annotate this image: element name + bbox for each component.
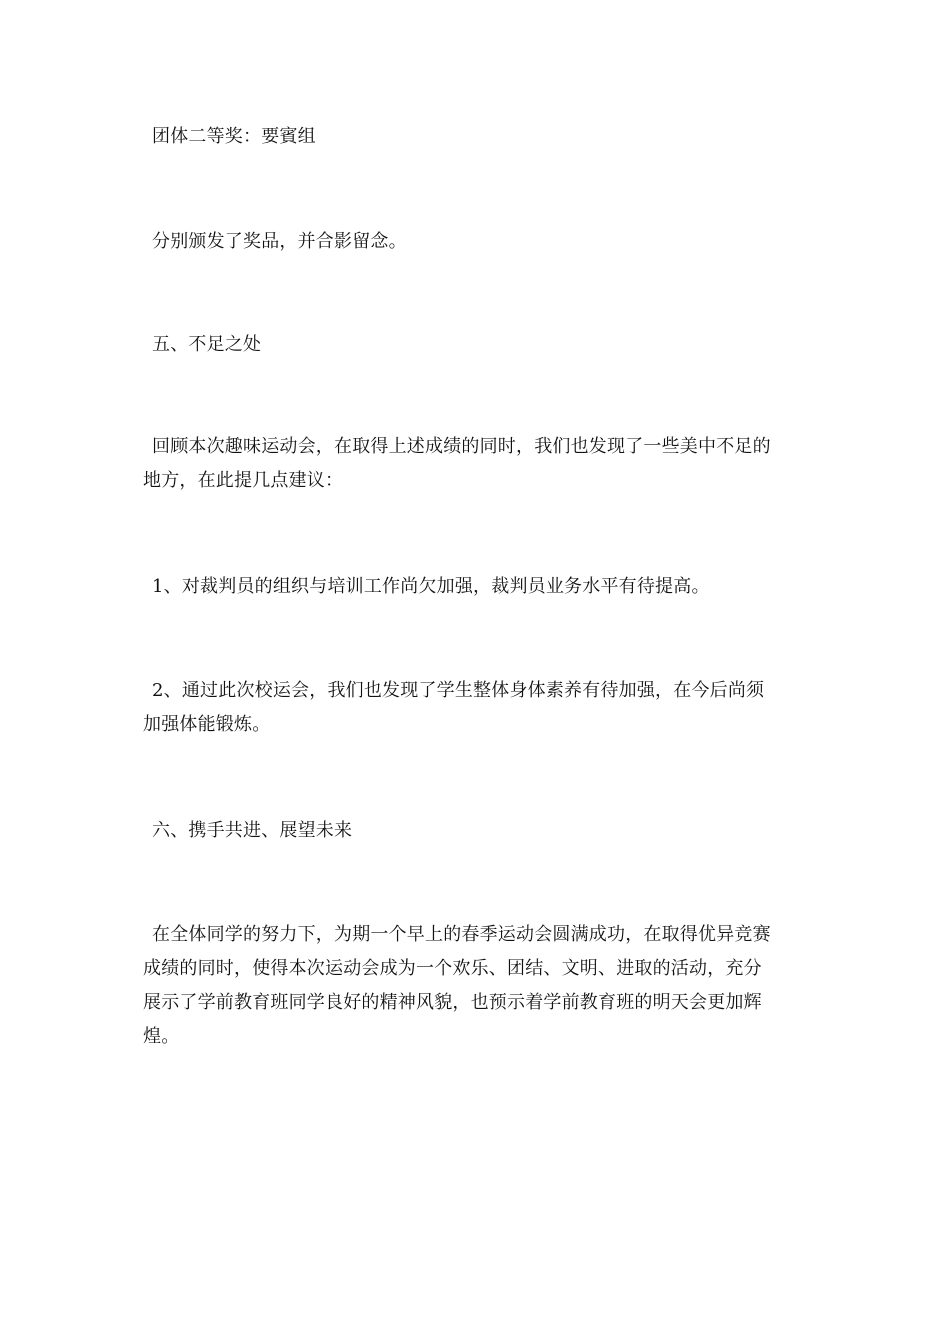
- prize-text: 分别颁发了奖品，并合影留念。: [152, 231, 407, 252]
- review-paragraph: [143, 430, 808, 498]
- suggestion-item-2: [143, 674, 808, 742]
- award-text: 团体二等奖：要賓组: [152, 126, 316, 147]
- review-line-2: 地方，在此提几点建议：: [143, 470, 344, 491]
- suggestion-item-2-line-2: 加强体能锻炼。: [143, 714, 271, 735]
- prize-paragraph: [143, 225, 808, 259]
- conclusion-line-1: 在全体同学的努力下，为期一个早上的春季运动会圆满成功，在取得优异竞赛: [152, 924, 771, 945]
- conclusion-line-4: 煌。: [143, 1026, 180, 1047]
- suggestion-item-1-text: 1、对裁判员的组织与培训工作尚欠加强，裁判员业务水平有待提高。: [152, 576, 710, 597]
- review-line-1: 回顾本次趣味运动会，在取得上述成绩的同时，我们也发现了一些美中不足的: [152, 436, 771, 457]
- suggestion-item-1: [143, 570, 808, 604]
- award-line: [143, 120, 808, 154]
- conclusion-paragraph: [143, 918, 808, 1054]
- conclusion-line-2: 成绩的同时，使得本次运动会成为一个欢乐、团结、文明、进取的活动，充分: [143, 958, 762, 979]
- section-heading-6-text: 六、携手共进、展望未来: [152, 820, 353, 841]
- section-heading-6: [143, 814, 808, 848]
- conclusion-line-3: 展示了学前教育班同学良好的精神风貌，也预示着学前教育班的明天会更加辉: [143, 992, 762, 1013]
- suggestion-item-2-line-1: 2、通过此次校运会，我们也发现了学生整体身体素养有待加强，在今后尚须: [152, 680, 765, 701]
- section-heading-5: [143, 328, 808, 362]
- section-heading-5-text: 五、不足之处: [152, 334, 262, 355]
